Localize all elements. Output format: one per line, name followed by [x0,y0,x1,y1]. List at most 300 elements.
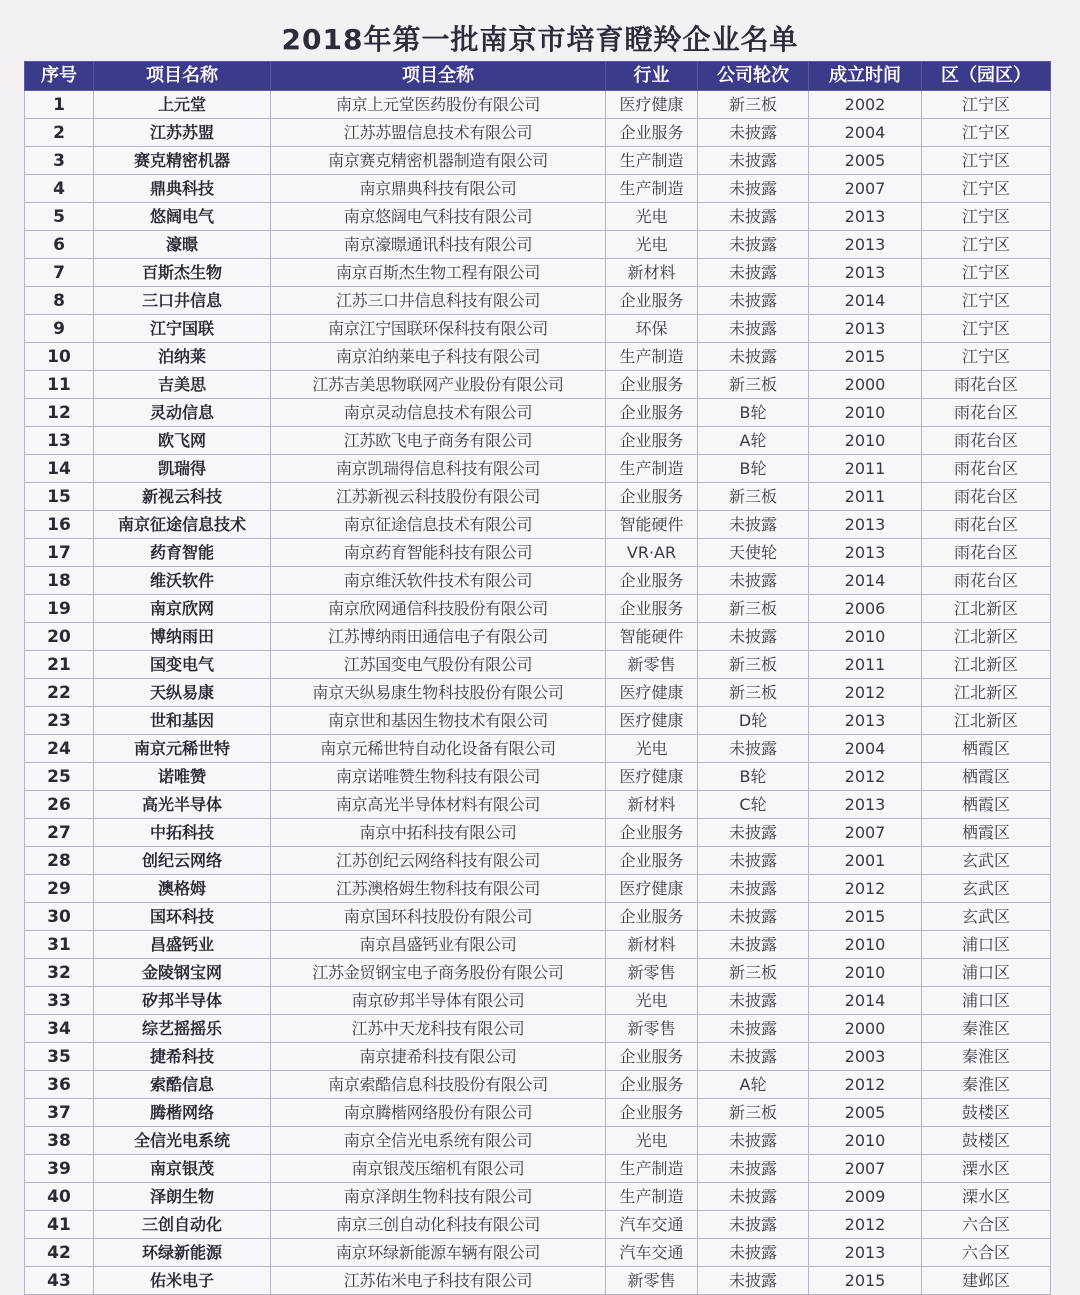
cell-project-name: 药育智能 [94,539,271,567]
cell-district: 六合区 [922,1211,1051,1239]
cell-project-name: 维沃软件 [94,567,271,595]
table-row [25,595,1051,623]
cell-index: 17 [25,539,94,567]
cell-project-name: 天纵易康 [94,679,271,707]
cell-founded: 2014 [809,987,922,1015]
table-row [25,567,1051,595]
cell-funding-round: 未披露 [698,119,809,147]
cell-project-name: 捷希科技 [94,1043,271,1071]
cell-index: 9 [25,315,94,343]
cell-funding-round: 未披露 [698,203,809,231]
cell-industry: 生产制造 [606,1155,698,1183]
cell-district: 鼓楼区 [922,1099,1051,1127]
cell-district: 浦口区 [922,987,1051,1015]
cell-district: 玄武区 [922,903,1051,931]
cell-industry: 企业服务 [606,1071,698,1099]
company-table [24,61,1051,1295]
table-row [25,259,1051,287]
cell-full-name: 南京维沃软件技术有限公司 [271,567,606,595]
cell-funding-round: 未披露 [698,259,809,287]
cell-founded: 2013 [809,707,922,735]
cell-funding-round: 新三板 [698,483,809,511]
cell-index: 30 [25,903,94,931]
table-row [25,1015,1051,1043]
cell-founded: 2004 [809,735,922,763]
cell-industry: 光电 [606,987,698,1015]
cell-industry: 企业服务 [606,287,698,315]
cell-founded: 2010 [809,427,922,455]
cell-founded: 2015 [809,343,922,371]
cell-funding-round: 新三板 [698,651,809,679]
table-row [25,539,1051,567]
table-row [25,315,1051,343]
cell-district: 江宁区 [922,315,1051,343]
cell-project-name: 江苏苏盟 [94,119,271,147]
cell-industry: 光电 [606,203,698,231]
cell-industry: 企业服务 [606,427,698,455]
cell-funding-round: 新三板 [698,1099,809,1127]
cell-index: 41 [25,1211,94,1239]
cell-industry: 新零售 [606,959,698,987]
cell-founded: 2013 [809,1239,922,1267]
cell-funding-round: 未披露 [698,1155,809,1183]
table-row [25,119,1051,147]
cell-district: 建邺区 [922,1267,1051,1295]
cell-project-name: 灵动信息 [94,399,271,427]
cell-index: 5 [25,203,94,231]
table-row [25,455,1051,483]
cell-funding-round: 未披露 [698,147,809,175]
cell-industry: 光电 [606,735,698,763]
cell-index: 37 [25,1099,94,1127]
cell-founded: 2014 [809,287,922,315]
cell-full-name: 南京征途信息技术有限公司 [271,511,606,539]
cell-full-name: 南京三创自动化科技有限公司 [271,1211,606,1239]
cell-district: 溧水区 [922,1155,1051,1183]
table-row [25,1043,1051,1071]
cell-full-name: 南京高光半导体材料有限公司 [271,791,606,819]
table-row [25,1183,1051,1211]
cell-project-name: 博纳雨田 [94,623,271,651]
table-row [25,511,1051,539]
cell-index: 28 [25,847,94,875]
cell-district: 江宁区 [922,259,1051,287]
cell-district: 江宁区 [922,287,1051,315]
cell-project-name: 吉美思 [94,371,271,399]
table-row [25,651,1051,679]
cell-project-name: 泽朗生物 [94,1183,271,1211]
cell-founded: 2001 [809,847,922,875]
table-row [25,231,1051,259]
table-row [25,175,1051,203]
cell-industry: 医疗健康 [606,91,698,119]
cell-full-name: 南京泽朗生物科技有限公司 [271,1183,606,1211]
cell-index: 15 [25,483,94,511]
cell-project-name: 世和基因 [94,707,271,735]
cell-district: 江宁区 [922,175,1051,203]
cell-project-name: 濠暻 [94,231,271,259]
cell-project-name: 三口井信息 [94,287,271,315]
cell-index: 12 [25,399,94,427]
cell-funding-round: 未披露 [698,231,809,259]
cell-district: 江宁区 [922,203,1051,231]
cell-founded: 2013 [809,315,922,343]
cell-full-name: 江苏澳格姆生物科技有限公司 [271,875,606,903]
table-row [25,1239,1051,1267]
cell-full-name: 南京元稀世特自动化设备有限公司 [271,735,606,763]
cell-district: 玄武区 [922,875,1051,903]
cell-full-name: 江苏国变电气股份有限公司 [271,651,606,679]
cell-full-name: 南京泊纳莱电子科技有限公司 [271,343,606,371]
cell-index: 16 [25,511,94,539]
cell-project-name: 欧飞网 [94,427,271,455]
cell-index: 38 [25,1127,94,1155]
cell-index: 34 [25,1015,94,1043]
cell-funding-round: 未披露 [698,567,809,595]
table-row [25,903,1051,931]
cell-index: 23 [25,707,94,735]
cell-founded: 2013 [809,791,922,819]
cell-full-name: 江苏苏盟信息技术有限公司 [271,119,606,147]
cell-project-name: 鼎典科技 [94,175,271,203]
cell-index: 2 [25,119,94,147]
cell-project-name: 昌盛钙业 [94,931,271,959]
cell-industry: 企业服务 [606,1099,698,1127]
cell-project-name: 南京征途信息技术 [94,511,271,539]
cell-industry: 光电 [606,231,698,259]
cell-full-name: 南京腾楷网络股份有限公司 [271,1099,606,1127]
cell-district: 江北新区 [922,595,1051,623]
cell-industry: 智能硬件 [606,511,698,539]
cell-industry: 生产制造 [606,147,698,175]
cell-index: 27 [25,819,94,847]
cell-district: 栖霞区 [922,819,1051,847]
table-header-row [25,62,1051,91]
table-row [25,1127,1051,1155]
table-row [25,1211,1051,1239]
cell-index: 43 [25,1267,94,1295]
cell-project-name: 国环科技 [94,903,271,931]
table-row [25,875,1051,903]
cell-industry: 企业服务 [606,567,698,595]
cell-index: 22 [25,679,94,707]
cell-industry: 企业服务 [606,399,698,427]
cell-district: 六合区 [922,1239,1051,1267]
cell-project-name: 创纪云网络 [94,847,271,875]
cell-industry: 光电 [606,1127,698,1155]
cell-full-name: 南京欣网通信科技股份有限公司 [271,595,606,623]
cell-index: 19 [25,595,94,623]
cell-funding-round: 未披露 [698,1127,809,1155]
cell-district: 秦淮区 [922,1043,1051,1071]
cell-full-name: 南京诺唯赞生物科技有限公司 [271,763,606,791]
cell-industry: 生产制造 [606,175,698,203]
cell-full-name: 江苏博纳雨田通信电子有限公司 [271,623,606,651]
cell-funding-round: 新三板 [698,371,809,399]
cell-founded: 2004 [809,119,922,147]
cell-industry: 环保 [606,315,698,343]
cell-funding-round: 未披露 [698,1211,809,1239]
cell-founded: 2003 [809,1043,922,1071]
cell-district: 江宁区 [922,119,1051,147]
cell-index: 10 [25,343,94,371]
cell-district: 栖霞区 [922,763,1051,791]
cell-funding-round: 未披露 [698,343,809,371]
cell-district: 江宁区 [922,343,1051,371]
cell-district: 秦淮区 [922,1071,1051,1099]
cell-funding-round: 新三板 [698,91,809,119]
cell-full-name: 南京世和基因生物技术有限公司 [271,707,606,735]
header-full-name: 项目全称 [271,62,606,91]
cell-founded: 2013 [809,203,922,231]
cell-industry: 新零售 [606,651,698,679]
cell-funding-round: C轮 [698,791,809,819]
cell-industry: 汽车交通 [606,1211,698,1239]
cell-full-name: 南京矽邦半导体有限公司 [271,987,606,1015]
cell-funding-round: 未披露 [698,987,809,1015]
cell-funding-round: 新三板 [698,679,809,707]
cell-district: 雨花台区 [922,483,1051,511]
cell-founded: 2014 [809,567,922,595]
cell-full-name: 南京国环科技股份有限公司 [271,903,606,931]
cell-funding-round: B轮 [698,399,809,427]
cell-district: 江北新区 [922,623,1051,651]
cell-founded: 2007 [809,819,922,847]
cell-founded: 2010 [809,399,922,427]
cell-founded: 2012 [809,1071,922,1099]
table-row [25,791,1051,819]
cell-industry: VR·AR [606,539,698,567]
cell-project-name: 百斯杰生物 [94,259,271,287]
cell-project-name: 矽邦半导体 [94,987,271,1015]
cell-district: 雨花台区 [922,455,1051,483]
table-row [25,147,1051,175]
cell-full-name: 南京百斯杰生物工程有限公司 [271,259,606,287]
cell-district: 鼓楼区 [922,1127,1051,1155]
cell-district: 江北新区 [922,651,1051,679]
header-index: 序号 [25,62,94,91]
cell-founded: 2012 [809,875,922,903]
cell-funding-round: 未披露 [698,735,809,763]
cell-industry: 生产制造 [606,343,698,371]
cell-funding-round: 未披露 [698,819,809,847]
cell-full-name: 江苏佑米电子科技有限公司 [271,1267,606,1295]
cell-full-name: 南京灵动信息技术有限公司 [271,399,606,427]
cell-project-name: 凯瑞得 [94,455,271,483]
cell-founded: 2012 [809,763,922,791]
table-row [25,91,1051,119]
cell-project-name: 赛克精密机器 [94,147,271,175]
cell-founded: 2010 [809,959,922,987]
cell-industry: 医疗健康 [606,679,698,707]
cell-project-name: 金陵钢宝网 [94,959,271,987]
cell-full-name: 南京环绿新能源车辆有限公司 [271,1239,606,1267]
cell-industry: 新材料 [606,259,698,287]
cell-industry: 企业服务 [606,371,698,399]
table-row [25,707,1051,735]
cell-industry: 企业服务 [606,483,698,511]
cell-district: 雨花台区 [922,567,1051,595]
table-row [25,371,1051,399]
cell-funding-round: 未披露 [698,1015,809,1043]
cell-district: 秦淮区 [922,1015,1051,1043]
cell-index: 40 [25,1183,94,1211]
cell-project-name: 三创自动化 [94,1211,271,1239]
cell-industry: 企业服务 [606,903,698,931]
cell-industry: 企业服务 [606,847,698,875]
table-row [25,763,1051,791]
header-funding-round: 公司轮次 [698,62,809,91]
cell-full-name: 江苏欧飞电子商务有限公司 [271,427,606,455]
cell-funding-round: 未披露 [698,287,809,315]
cell-project-name: 新视云科技 [94,483,271,511]
cell-industry: 新零售 [606,1267,698,1295]
cell-index: 39 [25,1155,94,1183]
cell-funding-round: 未披露 [698,175,809,203]
table-row [25,959,1051,987]
cell-project-name: 环绿新能源 [94,1239,271,1267]
cell-founded: 2010 [809,931,922,959]
cell-founded: 2015 [809,903,922,931]
cell-funding-round: A轮 [698,1071,809,1099]
cell-industry: 企业服务 [606,819,698,847]
cell-index: 36 [25,1071,94,1099]
cell-project-name: 佑米电子 [94,1267,271,1295]
cell-founded: 2010 [809,1127,922,1155]
cell-funding-round: 新三板 [698,595,809,623]
table-row [25,427,1051,455]
cell-full-name: 江苏金贸钢宝电子商务股份有限公司 [271,959,606,987]
cell-index: 21 [25,651,94,679]
cell-index: 4 [25,175,94,203]
cell-full-name: 南京天纵易康生物科技股份有限公司 [271,679,606,707]
cell-project-name: 南京银茂 [94,1155,271,1183]
cell-founded: 2000 [809,371,922,399]
cell-industry: 企业服务 [606,595,698,623]
cell-district: 江北新区 [922,679,1051,707]
cell-index: 11 [25,371,94,399]
cell-index: 6 [25,231,94,259]
cell-project-name: 综艺摇摇乐 [94,1015,271,1043]
cell-index: 7 [25,259,94,287]
cell-district: 浦口区 [922,931,1051,959]
cell-index: 14 [25,455,94,483]
table-row [25,483,1051,511]
cell-founded: 2011 [809,455,922,483]
cell-full-name: 南京江宁国联环保科技有限公司 [271,315,606,343]
cell-district: 雨花台区 [922,511,1051,539]
cell-full-name: 南京中拓科技有限公司 [271,819,606,847]
cell-industry: 企业服务 [606,119,698,147]
table-row [25,931,1051,959]
table-row [25,735,1051,763]
cell-founded: 2005 [809,147,922,175]
cell-industry: 生产制造 [606,455,698,483]
cell-project-name: 南京欣网 [94,595,271,623]
table-body [25,91,1051,1295]
cell-full-name: 南京药育智能科技有限公司 [271,539,606,567]
cell-full-name: 江苏新视云科技股份有限公司 [271,483,606,511]
cell-industry: 新材料 [606,931,698,959]
header-founded: 成立时间 [809,62,922,91]
cell-index: 42 [25,1239,94,1267]
cell-funding-round: A轮 [698,427,809,455]
table-row [25,1267,1051,1295]
cell-founded: 2011 [809,483,922,511]
table-row [25,847,1051,875]
cell-district: 江宁区 [922,231,1051,259]
table-row [25,1071,1051,1099]
cell-index: 25 [25,763,94,791]
cell-funding-round: 未披露 [698,315,809,343]
table-row [25,987,1051,1015]
cell-funding-round: 未披露 [698,1239,809,1267]
table-row [25,287,1051,315]
cell-funding-round: D轮 [698,707,809,735]
cell-district: 雨花台区 [922,539,1051,567]
cell-funding-round: 新三板 [698,959,809,987]
cell-index: 26 [25,791,94,819]
cell-founded: 2005 [809,1099,922,1127]
cell-founded: 2006 [809,595,922,623]
cell-index: 8 [25,287,94,315]
cell-district: 江北新区 [922,707,1051,735]
cell-funding-round: 未披露 [698,1267,809,1295]
table-row [25,1155,1051,1183]
cell-founded: 2007 [809,175,922,203]
cell-project-name: 国变电气 [94,651,271,679]
cell-full-name: 江苏中天龙科技有限公司 [271,1015,606,1043]
cell-full-name: 江苏吉美思物联网产业股份有限公司 [271,371,606,399]
cell-district: 玄武区 [922,847,1051,875]
cell-project-name: 澳格姆 [94,875,271,903]
cell-funding-round: 未披露 [698,847,809,875]
cell-index: 24 [25,735,94,763]
cell-full-name: 江苏三口井信息科技有限公司 [271,287,606,315]
cell-district: 浦口区 [922,959,1051,987]
cell-founded: 2012 [809,679,922,707]
table-row [25,819,1051,847]
cell-index: 13 [25,427,94,455]
cell-index: 31 [25,931,94,959]
cell-project-name: 江宁国联 [94,315,271,343]
cell-full-name: 南京赛克精密机器制造有限公司 [271,147,606,175]
cell-funding-round: B轮 [698,763,809,791]
header-industry: 行业 [606,62,698,91]
cell-founded: 2007 [809,1155,922,1183]
header-district: 区（园区） [922,62,1051,91]
cell-index: 20 [25,623,94,651]
cell-founded: 2013 [809,259,922,287]
cell-founded: 2013 [809,511,922,539]
cell-district: 雨花台区 [922,371,1051,399]
cell-funding-round: B轮 [698,455,809,483]
cell-funding-round: 未披露 [698,1183,809,1211]
table-row [25,1099,1051,1127]
cell-district: 雨花台区 [922,427,1051,455]
cell-district: 雨花台区 [922,399,1051,427]
cell-founded: 2012 [809,1211,922,1239]
document-title: 2018年第一批南京市培育瞪羚企业名单 [281,23,799,56]
cell-funding-round: 未披露 [698,511,809,539]
cell-industry: 智能硬件 [606,623,698,651]
header-project-name: 项目名称 [94,62,271,91]
cell-project-name: 索酷信息 [94,1071,271,1099]
cell-project-name: 悠阔电气 [94,203,271,231]
cell-full-name: 南京上元堂医药股份有限公司 [271,91,606,119]
cell-project-name: 泊纳莱 [94,343,271,371]
cell-index: 18 [25,567,94,595]
